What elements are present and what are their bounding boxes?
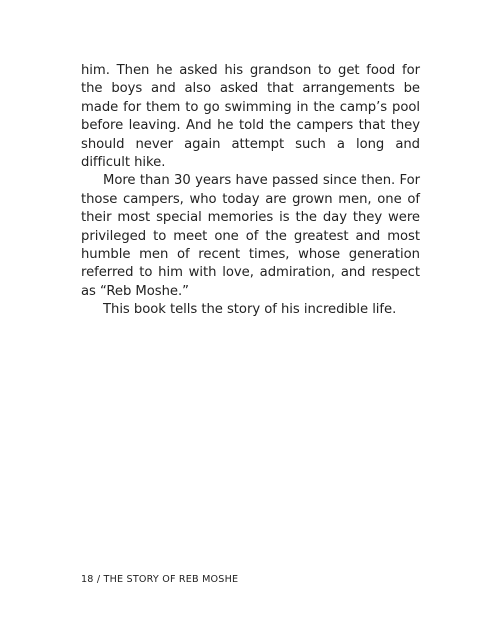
body-text: [81, 62, 420, 320]
page-number: 18: [81, 574, 94, 585]
running-footer: [81, 574, 238, 585]
book-title: THE STORY OF REB MOSHE: [103, 574, 239, 585]
paragraph-3: This book tells the story of his incredible life.: [103, 302, 397, 318]
paragraph-2: More than 30 years have passed since then. For those campers, who today are grown men, one of their most special memories is the day they were privileged to meet one of the greatest and most humble men of recent times, whose generation referred to him with love, admiration, and respect as “Reb Moshe.”: [81, 173, 420, 299]
paragraph-1: him. Then he asked his grandson to get food for the boys and also asked that arrangements be made for them to go swimming in the camp’s pool before leaving. And he told the campers that they should never again attempt such a long and difficult hike.: [81, 63, 420, 171]
footer-separator: /: [93, 574, 104, 585]
